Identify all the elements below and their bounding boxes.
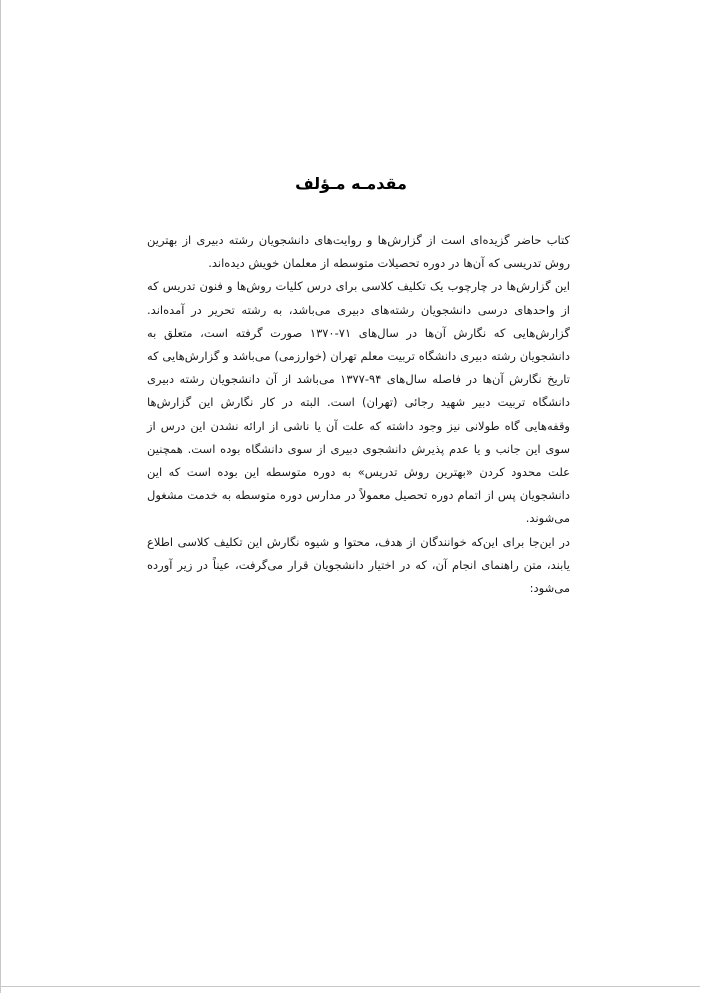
page-bottom-divider — [1, 986, 700, 987]
paragraph-2: این گزارش‌ها در چارچوب یک تکلیف کلاسی برای درس کلیات روش‌ها و فنون تدریس که از واحدهای درسی دانشجویان رشته‌های دبیری می‌باشد، به رشته تحریر در آمده‌اند. گزارش‌هایی که نگارش آن‌ها در سال‌های ۷۱-۱۳۷۰ صورت گرفته است، متعلق به دانشجویان رشته دبیری دانشگاه تربیت معلم تهران (خوارزمی) می‌باشد و گزارش‌هایی که تاریخ نگارش آن‌ها در فاصله سال‌های ۹۴-۱۳۷۷ می‌باشد از آن دانشجویان رشته دبیری دانشگاه تربیت دبیر شهید رجائی (تهران) است. البته در کار نگارش این گزارش‌ها وقفه‌هایی گاه طولانی نیز وجود داشته که علت آن یا ناشی از ارائه نشدن این درس از سوی این جانب و یا عدم پذیرش دانشجوی دبیری از سوی دانشگاه بوده است. همچنین علت محدود کردن «بهترین روش تدریس» به دوره متوسطه این بوده است که این دانشجویان پس از اتمام دوره تحصیل معمولاً در مدارس دوره متوسطه به خدمت مشغول می‌شوند. — [147, 279, 570, 526]
paragraph-3: در این‌جا برای این‌که خوانندگان از هدف، محتوا و شیوه نگارش این تکلیف کلاسی اطلاع یابند، متن راهنمای انجام آن، که در اختیار دانشجویان قرار می‌گرفت، عیناً در زیر آورده می‌شود: — [147, 534, 570, 596]
page-title: مقدمـه مـؤلف — [295, 174, 407, 193]
paragraph-1: کتاب حاضر گزیده‌ای است از گزارش‌ها و روایت‌های دانشجویان رشته دبیری از بهترین روش تدریسی که آن‌ها در دوره تحصیلات متوسطه از معلمان خویش دیده‌اند. — [147, 233, 570, 271]
body-text — [147, 229, 570, 600]
